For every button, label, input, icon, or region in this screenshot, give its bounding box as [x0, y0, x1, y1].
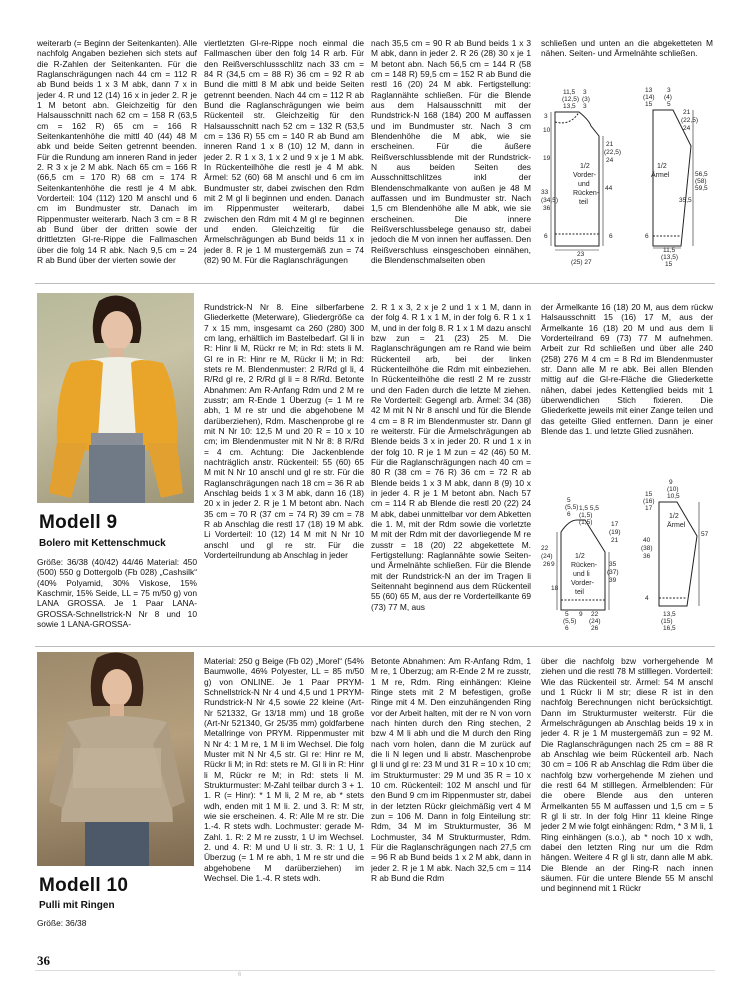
woman-bolero-image — [37, 293, 194, 503]
measure: 19 — [543, 155, 551, 162]
text-column-m10-2 — [204, 656, 364, 938]
measure: 5 — [667, 101, 671, 108]
measure: (3) — [582, 96, 590, 103]
measure: 13,5 — [563, 103, 576, 110]
measure: 40 — [643, 537, 651, 544]
body-text: Größe: 36/38 — [37, 918, 87, 928]
measure: 26 — [543, 561, 551, 568]
pattern-diagram-model8 — [541, 86, 713, 274]
measure: 5 — [565, 611, 569, 618]
piece-label: Vorder- — [573, 172, 596, 179]
woman-pullover-image — [37, 652, 194, 866]
measure: 35 — [609, 561, 617, 568]
section-divider — [35, 646, 715, 647]
measure: 22 — [591, 611, 599, 618]
measure: 1,5 5,5 — [579, 505, 599, 512]
body-text: weiterarb (= Beginn der Seitenkanten). Alle nachfolg Angaben beziehen sich stets auf die R-Zahlen der Seitenkanten. Für die Raglanschrägungen nach 44 cm = 112 R ab Bund beids 1 x 3 M abk, dann 7 x in jeder 4. R und 12 (14) 16 x in jeder 2. R je 1 M betont abn. Gleichzeitig für den Halsausschnitt nach 62 cm = 158 R (63,5 cm = 162 R) 65 cm = 166 R Seitenkantenhöhe die mittl 40 (44) 48 M abk und beide Seiten getrennt beenden. Für die Rundung am inneren Rand in jeder 2. R 3 x je 2 M abk. Nach 65 cm = 166 R (66,5 cm = 170 R) 68 cm = 174 R Seitenkantenhöhe die restl je 4 M abk. Vorderteil: 104 (112) 120 M anschl und 6 cm im Bundmuster str. Danach im Rippenmuster weiterarb. Nach 3 cm = 8 R ab Bund über der dritten sowie der drittletzten Gl-re-Rippe die Fallmaschen über die folg 14 R abk. Nach 9,5 cm = 24 R ab Bund über der vierten sowie der — [37, 38, 197, 265]
measure: (19) — [609, 529, 621, 536]
measure: 3 — [583, 89, 587, 96]
measure: 3 — [544, 113, 548, 120]
measure: (13,5) — [661, 254, 678, 261]
piece-label: 1/2 — [575, 553, 585, 560]
measure: 36 — [643, 553, 651, 560]
text-column-m9-2 — [204, 302, 364, 640]
measure: 11,5 — [563, 89, 576, 96]
measure: (12,5) — [562, 96, 579, 103]
piece-label: 1/2 — [669, 513, 679, 520]
measure: 44 — [605, 185, 613, 192]
body-text: schließen und unten an die abgeketteten M nähen. Seiten- und Ärmelnähte schließen. — [541, 38, 713, 59]
body-text: Größe: 36/38 (40/42) 44/46 Material: 450 (500) 550 g Dottergolb (Fb 028) „Cashsilk“ (40% Polyamid, 30% Viskose, 15% Kaschmir, 15% Seide, LL = 75 m/50 g) von LANA GROSSA. Je 1 Paar LANA-GROSSA-Schnellstrick-N Nr 8 und 10 sowie 1 LANA-GROSSA- — [37, 557, 197, 629]
model9-photo — [37, 293, 194, 503]
piece-label: Ärmel — [651, 172, 670, 179]
measure: 18 — [551, 585, 559, 592]
body-text: Material: 250 g Beige (Fb 02) „Morel“ (54% Baumwolle, 46% Polyester, LL = 85 m/50 g) von ONLINE. Je 1 Paar PRYM-Schnellstrick-N Nr 4 und 4,5 und 1 PRYM-Rundstrick-N Nr 4,5 sowie 22 kleine (Art-Nr 521332, Gr 13/18 mm) und 18 große (Art-Nr 521340, Gr 25/35 mm) goldfarbene Metallringe von PRYM. Rippenmuster mit N Nr 4: 1 M re, 1 M li im Wechsel. Die folg Muster mit N Nr 4,5 str. Gl re: Hinr re M, Rückr li M; in Rd: stets re M. Gl li in R: Hinr li M, Rückr re M; in Rd: stets li M. Strukturmuster: M-Zahl teilbar durch 3 + 1. 1. R (= Hinr): * 1 M li, 2 M re, ab * stets wdh, enden mit 1 M li. 2. und 3. R: M str, wie sie erscheinen. 4. R: Alle M re str. Die 1.-4. R stets wdh. Lochmuster: gerade M-Zahl. 1. R: 2 M re zusstr, 1 U im Wechsel. 2. und 4. R: M und U li str. 3. R: 1 U, 1 Überzug (= 1 M re abh, 1 M re str und die abgehobene M darüberziehen) im Wechsel. Die 1.-4. R stets wdh. — [204, 656, 364, 883]
measure: 11,5 — [663, 247, 676, 254]
measure: (5,5) — [565, 504, 579, 511]
measure: (15) — [661, 618, 673, 625]
measure: 15 — [645, 491, 653, 498]
body-text: 2. R 1 x 3, 2 x je 2 und 1 x 1 M, dann in der folg 4. R 1 x 1 M, in der folg 6. R 1 x 1 M, und in der folg 8. R 1 x 1 M dazu anschl bzw zun = 21 (23) 25 M. Die Raglanschrägungen am re Rand wie beim Rückenteil arb, bei der linken Rückenteilhöhe die Rdm mit einbeziehen. In Rückenteilhöhe die restl 2 M re zusstr und den Faden durch die letzte M ziehen. Re Vorderteil: Gegengl arb. Ärmel: 34 (38) 42 M mit N Nr 8 anschl und für die Blende 4 cm = 8 R im Blendenmuster str. Dann gl re weiterstr. Für die Ärmelschrägungen ab Blende beids 3 x in jeder 20. R und 1 x in der folg 10. R je 1 M zun = 42 (46) 50 M. Für die Raglanschrägungen nach 40 cm = 80 R (38 cm = 76 R) 36 cm = 72 R ab Blende beids 1 x 3 M abk, dann 8 (9) 10 x in jeder 4. R je 1 M betont abn. Nach 57 cm = 114 R ab Blende die restl 20 (22) 24 M abk, dabei unmittelbar vor dem Abketten die 1. M, mit der Rdm sowie die vorletzte M mit der Rdm mit der davorliegende M re zusstr = 18 (20) 22 abgekettete M. Fertigstellung: Raglannähte sowie Seiten- und Ärmelnähte schließen. Für die Blende mit der Rundstrick-N an der im Tragen li Seitennaht beginnend aus dem Rückenteil 55 (60) 65 M, aus der re Vorderteilkante 69 (73) 77 M, aus — [371, 302, 531, 612]
measure: 15 — [645, 101, 653, 108]
piece-label: 1/2 — [580, 163, 590, 170]
measure: (24) — [589, 618, 601, 625]
measure: 9 — [579, 611, 583, 618]
measure: 21 — [611, 537, 619, 544]
piece-label: Vorder- — [571, 580, 594, 587]
measure: (34,5) — [541, 197, 558, 204]
text-column-top-3 — [371, 38, 531, 276]
measure: 13,5 — [663, 611, 676, 618]
measure: 59,5 — [695, 185, 708, 192]
text-column-top-2 — [204, 38, 364, 276]
model9-subtitle: Bolero mit Kettenschmuck — [39, 538, 166, 549]
measure: (22,5) — [604, 149, 621, 156]
measure: (1,5) — [579, 512, 593, 519]
measure: (38) — [641, 545, 653, 552]
text-column-m10-3 — [371, 656, 531, 938]
measure: 17 — [645, 505, 653, 512]
pattern-diagram-model9 — [541, 476, 713, 641]
body-text: Betonte Abnahmen: Am R-Anfang Rdm, 1 M re, 1 Überzug; am R-Ende 2 M re zusstr, 1 M re, Rdm. Ring einhängen: Kleine Ringe stets mit 2 M befestigen, große Ringe mit 4 M. Den einzuhängenden Ring vor der Arbeit halten, mit der re N von vorn nach hinten durch den Ring stechen, 2 bzw 4 M li abh und die M durch den Ring nach vorn holen, dann die M zurück auf die li N legen und li abstr. Maschenprobe gl li und gl re: 23 M und 31 R = 10 x 10 cm; im Strukturmuster: 29 M und 35 R = 10 x 10 cm. Rückenteil: 102 M anschl und für den Bund 9 cm im Rippenmuster str, dabei in der letzten Rückr gleichmäßig vert 4 M zun = 106 M. Dann in folg Einteilung str: Rdm, 34 M im Strukturmuster, 36 M Lochmuster, 34 M Strukturmuster, Rdm. Für die Raglanschrägungen nach 27,5 cm = 96 R ab Bund beids 1 x 2 M abk, dann in jeder 2. R je 1 M abk. Nach 32,5 cm = 114 R ab Bund die Rdm — [371, 656, 531, 883]
measure: 13 — [645, 87, 653, 94]
piece-label: und li — [573, 571, 590, 578]
body-text: der Ärmelkante 16 (18) 20 M, aus dem rückw Halsausschnitt 15 (16) 17 M, aus der Ärmelkante 16 (18) 20 M und aus dem li Vorderteilrand 69 (73) 77 M aufnehmen. Arbeit zur Rd schließen und über alle 240 (258) 276 M 4 cm = 8 Rd im Blendenmuster str. Dann alle M re abk. Bei allen Blenden mittig auf die Gl-re-Fläche die Gliederkette nähen, dabei jedes Kettenglied beids mit 1 überwendlichen Stich fixieren. Die Gliederkette jeweils mit einer Zange teilen und das geteilte Glied entfernen. Dann je einer Blende das 1. und letzte Glied zusnähen. — [541, 302, 713, 436]
body-text: viertletzten Gl-re-Rippe noch einmal die Fallmaschen über den folg 14 R arb. Für den Reißverschlussschlitz nach 33 cm = 84 R (34,5 cm = 88 R) 36 cm = 92 R ab Bund die mittl 8 M abk und beide Seiten getrennt beenden. Nach 44 cm = 112 R ab Bund die Raglanschrägungen wie beim Rückenteil str. Gleichzeitig für den Halsausschnitt nach 52 cm = 132 R (53,5 cm = 136 R) 55 cm = 140 R ab Bund am inneren Rand 1 x 8 (10) 12 M, dann in jeder 2. R 1 x 3, 1 x 2 und 9 x je 1 M abk. In Rückenteilhöhe die restl je 4 M abk. Ärmel: 52 (60) 68 M anschl und 6 cm im Bundmuster str, dabei zwischen den Rdm mit 2 M gl li beginnen und enden. Danach im Rippenmuster weiterarb, dabei zwischen den Rdm mit 4 M gl re beginnen und enden. Gleichzeitig für die Ärmelschrägungen ab Bund beids 11 x in jeder 8. R je 1 M mustergemäß zun = 74 (82) 90 M. Für die Raglanschrägungen — [204, 38, 364, 265]
model10-subtitle: Pulli mit Ringen — [39, 900, 115, 911]
measure: 17 — [611, 521, 619, 528]
piece-label: und — [578, 181, 590, 188]
measure: (25) 27 — [571, 259, 592, 266]
section-divider — [35, 283, 715, 284]
piece-label: 1/2 — [657, 163, 667, 170]
measure: 26 — [591, 625, 599, 632]
body-text: Rundstrick-N Nr 8. Eine silberfarbene Gliederkette (Meterware), Gliedergröße ca 7 x 15 mm, insgesamt ca 260 (280) 300 cm lang, erhältlich im Bastelbedarf. Gl li in R: Hinr li M, Rückr re M; in Rd: stets li M. Gl re in R: Hinr re M, Rückr li M; in Rd: stets re M. Blendenmuster: 2 R/Rd gl li, 4 R/Rd gl re, 2 R/Rd gl li = 8 R/Rd. Betonte Abnahmen: Am R-Anfang Rdm und 2 M re zusstr; am R-Ende 1 Überzug (= 1 M re abh, 1 M re str und die abgehobene M darüberziehen), Rdm. Maschenprobe gl re mit N Nr 10: 12,5 M und 20 R = 10 x 10 cm; im Blendenmuster mit N Nr 8: 8 R/Rd = 4 cm. Achtung: Die Jackenblende nachträglich anstr. Rückenteil: 55 (60) 65 M mit N Nr 10 anschl und gl re str. Für die Raglanschrägungen nach 18 cm = 36 R ab Anschlag beids 1 x 3 M abk, dann 16 (18) 20 x in jeder 2. R je 1 M betont abn. Nach 35 cm = 70 R (37 cm = 74 R) 39 cm = 78 R ab Anschlag die restl 17 (18) 19 M abk. Li Vorderteil: 10 (12) 14 M mit N Nr 10 anschl und gl re str. Für die Vorderteilrundung ab Anschlag in jeder — [204, 302, 364, 560]
text-column-m9-4 — [541, 302, 713, 470]
footer-divider — [35, 970, 715, 971]
body-text: über die nachfolg bzw vorhergehende M ziehen und die restl 78 M stilllegen. Vorderteil: Wie das Rückenteil str. Ärmel: 54 M anschl und 1 Rückr li M str; diese R ist in den nachfolg Berechnungen nicht berücksichtigt. Dann im Strukturmuster weiterstr. Für die Ärmelschrägungen ab Anschlag beids 19 x in jeder 4. R je 1 M mustergemäß zun = 92 M. Die Raglanschrägungen nach 25 cm = 88 R ab Anschlag wie beim Rückenteil arb. Nach 30 cm = 106 R ab Anschlag die Rdm über die nachfolg bzw vorhergehende M ziehen und die restl 64 M stilllegen. Ärmelblenden: Für die obere Blende aus den unteren Ärmelkanten 55 M auffassen und 1,5 cm = 5 R gl li str. In der folg Hinr 11 kleine Ringe jeder 2 M wie folgt einhängen: Rdm, * 3 M li, 1 Ring einhängen (s.o.), ab * noch 10 x wdh, dabei den letzten Ring nur um die Rdm hängen. Weitere 4 R gl li str, dann alle M abk. Die Blende an der Ring-R nach innen säumen. Für die untere Blende 55 M anschl und beginnend mit 1 Rückr — [541, 656, 713, 894]
measure: 22 — [541, 545, 549, 552]
measure: 6 — [544, 233, 548, 240]
piece-label: teil — [579, 199, 588, 206]
measure: 33 — [541, 189, 549, 196]
body-outline — [555, 112, 599, 246]
neckline-line — [555, 112, 579, 123]
measure: 56,5 — [695, 171, 708, 178]
measure: (16) — [643, 498, 655, 505]
measure: (4) — [664, 94, 672, 101]
measure: 6 — [609, 233, 613, 240]
text-column-top-4 — [541, 38, 713, 78]
piece-label: teil — [575, 589, 584, 596]
measure: (58) — [695, 178, 707, 185]
text-column-top-1 — [37, 38, 197, 276]
measure: (1,5) — [579, 519, 593, 526]
measure: 9 — [551, 561, 555, 568]
measure: (14) — [643, 94, 655, 101]
text-column-m10-4 — [541, 656, 713, 938]
measure: 24 — [683, 125, 691, 132]
piece-label: Ärmel — [667, 522, 686, 529]
measure: 35,5 — [679, 197, 692, 204]
body-text: nach 35,5 cm = 90 R ab Bund beids 1 x 3 M abk, dann in jeder 2. R 26 (28) 30 x je 1 M betont abn. Nach 56,5 cm = 144 R (58 cm = 148 R) 59,5 cm = 152 R ab Bund die restl 16 (20) 24 M abk. Fertigstellung: Raglannähte schließen. Für die Blende aus dem Halsausschnitt mit der Rundstrick-N 168 (184) 200 M auffassen und im Bundmuster str. Nach 3 cm Blendenhöhe die M abk, wie sie erscheinen. Für die äußere Reißverschlussblende mit der Rundstrick-N aus beiden Seiten des Ausschnittschlitzes inkl der Blendenschmalkante von außen je 48 M auffassen und im Bundmuster str. Nach 1,5 cm Blendenhöhe alle M abk, wie sie erscheinen. Die innere Reißverschlussbelege genauso str, dabei jedoch die M von innen her auffassen. Den Reißverschluss einsgeschoben einnähen, die Blendenschmalseiten oben — [371, 38, 531, 265]
measure: 21 — [683, 109, 691, 116]
measure: 5 — [567, 497, 571, 504]
measure: (24) — [541, 553, 553, 560]
model10-photo — [37, 652, 194, 866]
model10-title: Modell 10 — [39, 875, 129, 896]
measure: 21 — [606, 141, 614, 148]
measure: (10) — [667, 486, 679, 493]
model9-title: Modell 9 — [39, 512, 118, 533]
text-column-m9-3 — [371, 302, 531, 640]
measure: 24 — [606, 157, 614, 164]
measure: 3 — [583, 103, 587, 110]
text-column-m9-1 — [37, 557, 197, 635]
measure: 57 — [701, 531, 709, 538]
measure: 9 — [669, 479, 673, 486]
measure: 36 — [543, 205, 551, 212]
piece-label: Rücken- — [573, 190, 600, 197]
measure: 10,5 — [667, 493, 680, 500]
measure: 23 — [577, 251, 585, 258]
measure: (37) — [607, 569, 619, 576]
measure: (5,5) — [563, 618, 577, 625]
text-column-m10-1 — [37, 918, 197, 932]
measure: (22,5) — [681, 117, 698, 124]
page-number: 36 — [37, 953, 50, 968]
measure: 16,5 — [663, 625, 676, 632]
measure: 4 — [645, 595, 649, 602]
measure: 15 — [665, 261, 673, 268]
measure: 6 — [645, 233, 649, 240]
piece-label: Rücken- — [571, 562, 598, 569]
measure: 10 — [543, 127, 551, 134]
measure: 3 — [667, 87, 671, 94]
measure: 6 — [565, 625, 569, 632]
measure: 39 — [609, 577, 617, 584]
imprint-mark: 6 — [238, 972, 242, 978]
measure: 6 — [567, 511, 571, 518]
